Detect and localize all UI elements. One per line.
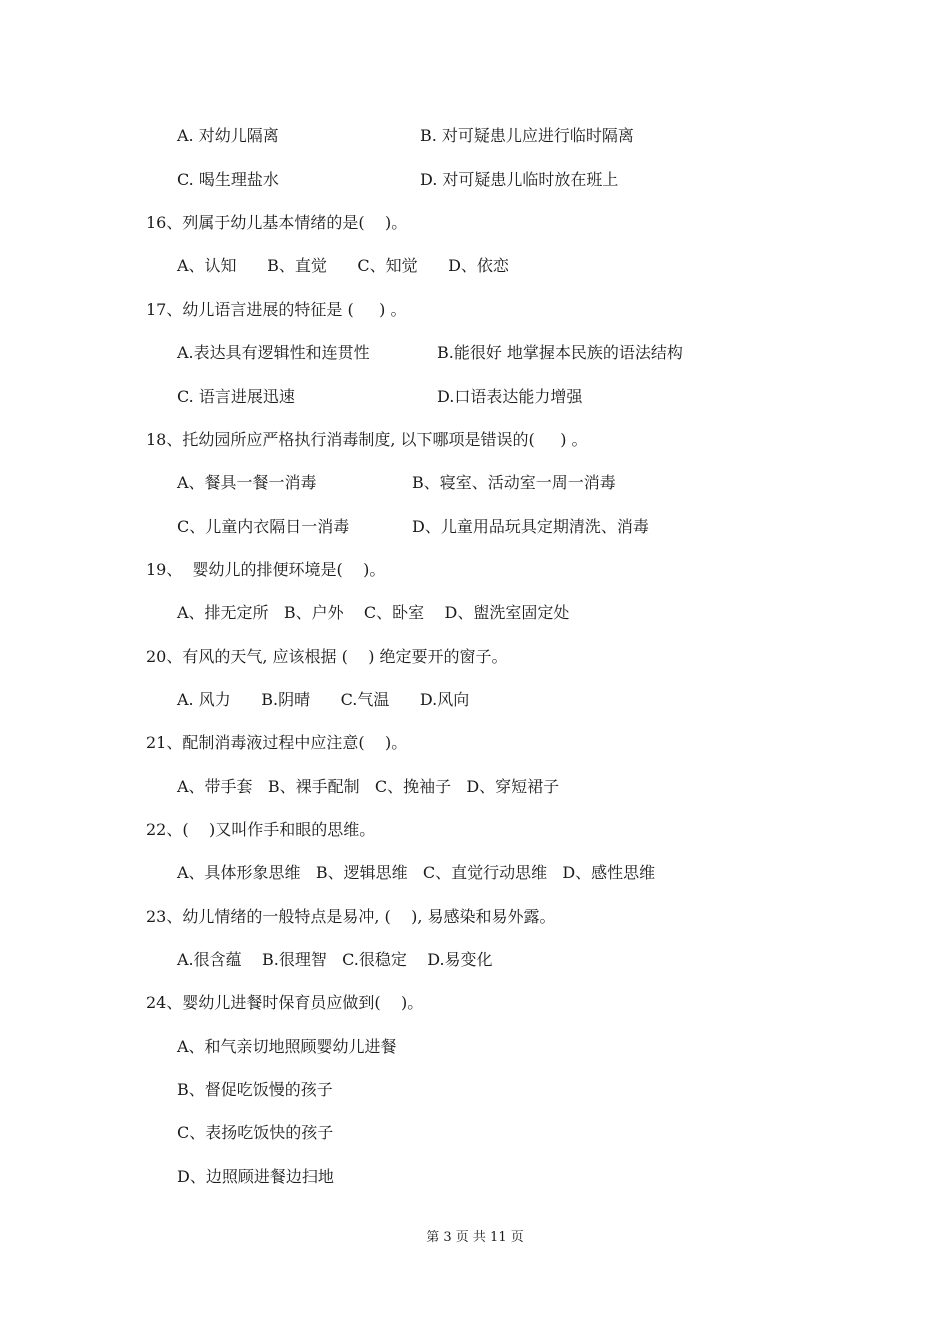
option-24d: D、边照顾进餐边扫地 [177,1167,334,1186]
option-24b: B、督促吃饭慢的孩子 [177,1080,333,1099]
question-18: 18、托幼园所应严格执行消毒制度, 以下哪项是错误的( ) 。 [146,430,588,449]
options-23: A.很含蕴 B.很理智 C.很稳定 D.易变化 [177,950,493,969]
option-18c: C、儿童内衣隔日一消毒 [177,517,350,536]
option-17d: D.口语表达能力增强 [437,387,583,406]
question-19: 19、 婴幼儿的排便环境是( )。 [146,560,386,579]
option-line: D. 对可疑患儿临时放在班上 [420,170,619,189]
question-24: 24、婴幼儿进餐时保育员应做到( )。 [146,993,424,1012]
option-17c: C. 语言进展迅速 [177,387,295,406]
option-17b: B.能很好 地掌握本民族的语法结构 [437,343,683,362]
options-19: A、排无定所 B、户外 C、卧室 D、盥洗室固定处 [177,603,570,622]
question-22: 22、( )又叫作手和眼的思维。 [146,820,376,839]
page-number-footer: 第 3 页 共 11 页 [426,1230,524,1245]
options-20: A. 风力 B.阴晴 C.气温 D.风向 [177,690,470,709]
options-21: A、带手套 B、裸手配制 C、挽袖子 D、穿短裙子 [177,777,560,796]
option-line: C. 喝生理盐水 [177,170,279,189]
question-21: 21、配制消毒液过程中应注意( )。 [146,733,408,752]
option-line: A. 对幼儿隔离 [177,126,279,145]
option-17a: A.表达具有逻辑性和连贯性 [177,343,370,362]
option-24a: A、和气亲切地照顾婴幼儿进餐 [177,1037,397,1056]
option-24c: C、表扬吃饭快的孩子 [177,1123,334,1142]
question-23: 23、幼儿情绪的一般特点是易冲, ( ), 易感染和易外露。 [146,907,556,926]
question-20: 20、有风的天气, 应该根据 ( ) 绝定要开的窗子。 [146,647,508,666]
option-18b: B、寝室、活动室一周一消毒 [412,473,616,492]
options-22: A、具体形象思维 B、逻辑思维 C、直觉行动思维 D、感性思维 [177,863,656,882]
options-16: A、认知 B、直觉 C、知觉 D、依恋 [177,256,509,275]
option-18d: D、儿童用品玩具定期清洗、消毒 [412,517,649,536]
option-line: B. 对可疑患儿应进行临时隔离 [420,126,634,145]
question-17: 17、幼儿语言进展的特征是 ( ) 。 [146,300,407,319]
option-18a: A、餐具一餐一消毒 [177,473,317,492]
question-16: 16、列属于幼儿基本情绪的是( )。 [146,213,408,232]
